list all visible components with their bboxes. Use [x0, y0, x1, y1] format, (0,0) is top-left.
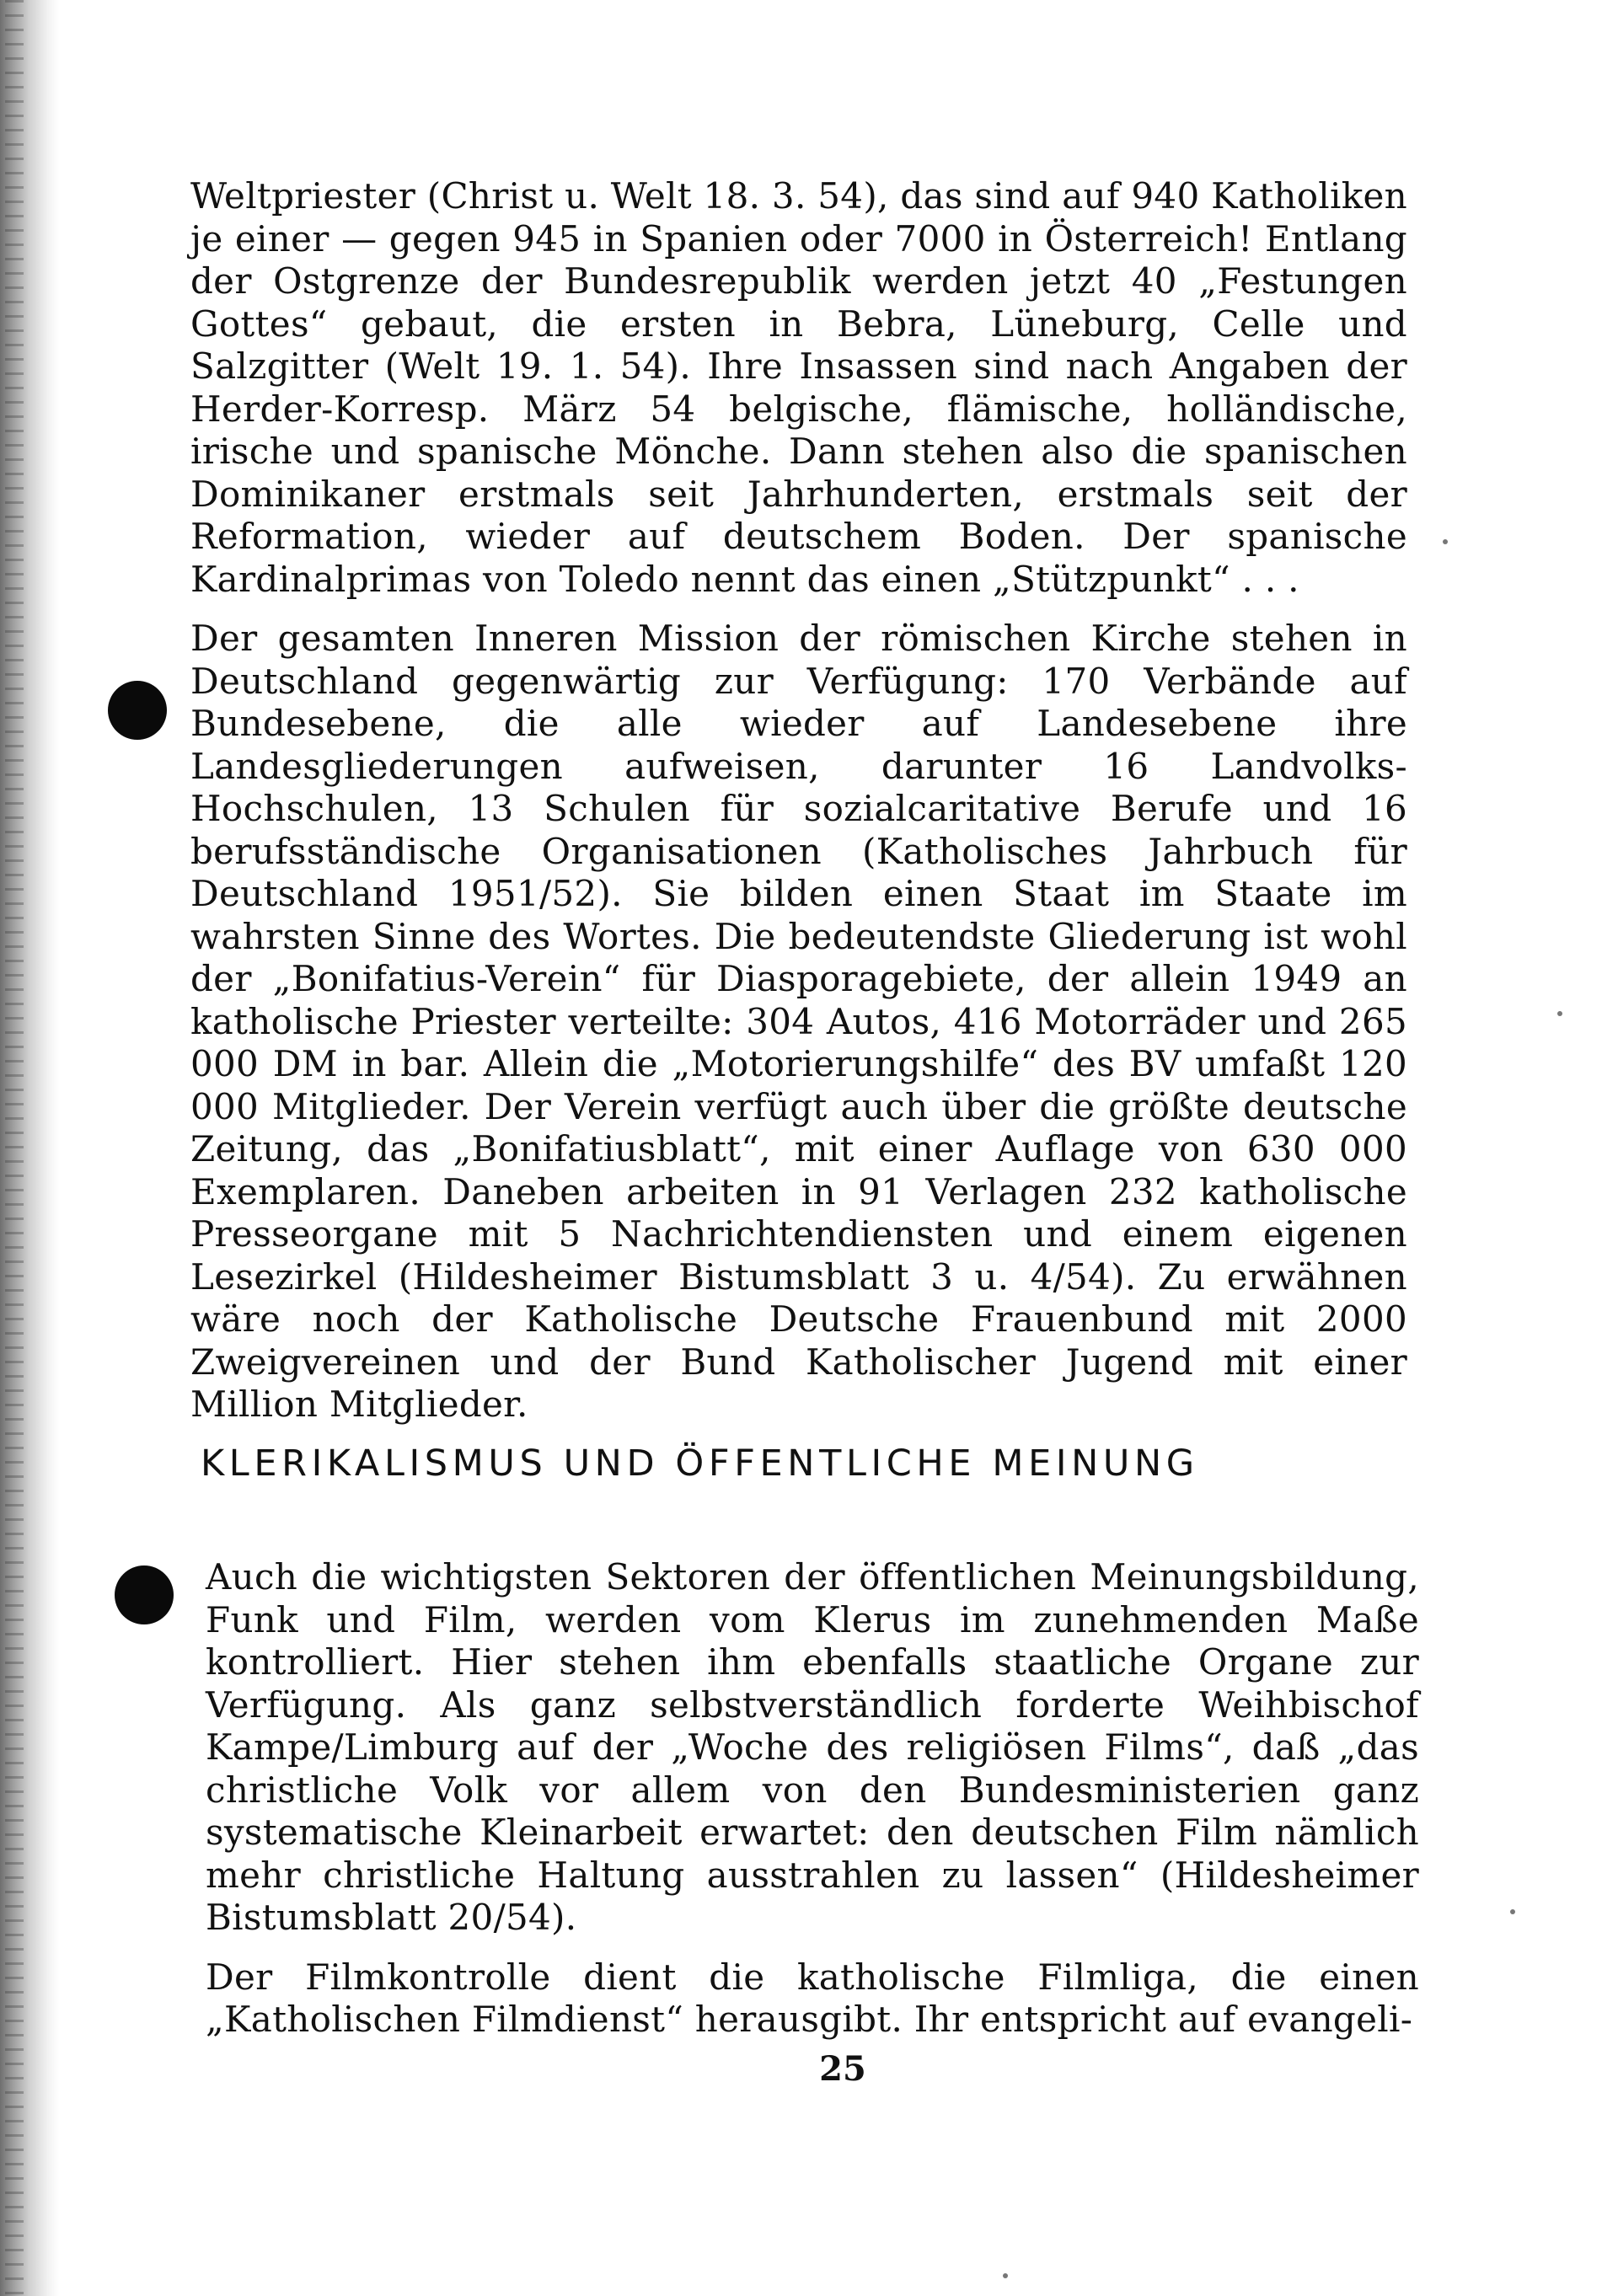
punch-hole-mark [115, 1565, 174, 1624]
scan-speck [1003, 2273, 1008, 2278]
scan-speck [1557, 1011, 1562, 1016]
paragraph: Der gesamten Inneren Mission der römischen Kirche stehen in Deutschland gegenwärtig zur Verfügung: 170 Verbände auf Bundesebene, die alle wieder auf Landesebene ihre Landesgliederungen aufweisen, darunter 16 Landvolks-Hochschulen, 13 Schulen für sozialcaritative Berufe und 16 berufsständische Organisationen (Katholisches Jahrbuch für Deutschland 1951/52). Sie bilden einen Staat im Staate im wahrsten Sinne des Wortes. Die bedeutendste Gliederung ist wohl der „Bonifatius-Verein“ für Diasporagebiete, der allein 1949 an katholische Priester verteilte: 304 Autos, 416 Motorräder und 265 000 DM in bar. Allein die „Motorierungshilfe“ des BV umfaßt 120 000 Mitglieder. Der Verein verfügt auch über die größte deutsche Zeitung, das „Bonifatiusblatt“, mit einer Auflage von 630 000 Exemplaren. Daneben arbeiten in 91 Verlagen 232 katholische Presseorgane mit 5 Nachrichtendiensten und einem eigenen Lesezirkel (Hildesheimer Bistumsblatt 3 u. 4/54). Zu erwähnen wäre noch der Katholische Deutsche Frauenbund mit 2000 Zweigvereinen und der Bund Katholischer Jugend mit einer Million Mitglieder. [190, 618, 1407, 1425]
scan-speck [1443, 539, 1448, 544]
paragraph: Auch die wichtigsten Sektoren der öffentlichen Meinungsbildung, Funk und Film, werden vom Klerus im zunehmenden Maße kontrolliert. Hier stehen ihm ebenfalls staatliche Organe zur Verfügung. Als ganz selbstverständlich forderte Weihbischof Kampe/Limburg auf der „Woche des religiösen Films“, daß „das christliche Volk vor allem von den Bundesministerien ganz systematische Kleinarbeit erwartet: den deutschen Film nämlich mehr christliche Haltung ausstrahlen zu lassen“ (Hildesheimer Bistumsblatt 20/54). [206, 1556, 1419, 1938]
text-block-bottom [206, 1556, 1419, 2042]
paragraph: Der Filmkontrolle dient die katholische Filmliga, die einen „Katholischen Filmdienst“ herausgibt. Ihr entspricht auf evangeli- [206, 1956, 1419, 2040]
text-block-top [190, 175, 1407, 1426]
paragraph: Weltpriester (Christ u. Welt 18. 3. 54), das sind auf 940 Katholiken je einer — gegen 945 in Spanien oder 7000 in Österreich! Entlang der Ostgrenze der Bundesrepublik werden jetzt 40 „Festungen Gottes“ gebaut, die ersten in Bebra, Lüneburg, Celle und Salzgitter (Welt 19. 1. 54). Ihre Insassen sind nach Angaben der Herder-Korresp. März 54 belgische, flämische, holländische, irische und spanische Mönche. Dann stehen also die spanischen Dominikaner erstmals seit Jahrhunderten, erstmals seit der Reformation, wieder auf deutschem Boden. Der spanische Kardinalprimas von Toledo nennt das einen „Stützpunkt“ . . . [190, 175, 1407, 600]
punch-hole-mark [108, 681, 167, 740]
page-number: 25 [819, 2049, 866, 2089]
section-heading: KLERIKALISMUS UND ÖFFENTLICHE MEINUNG [201, 1442, 1199, 1485]
scan-speck [1510, 1909, 1515, 1914]
